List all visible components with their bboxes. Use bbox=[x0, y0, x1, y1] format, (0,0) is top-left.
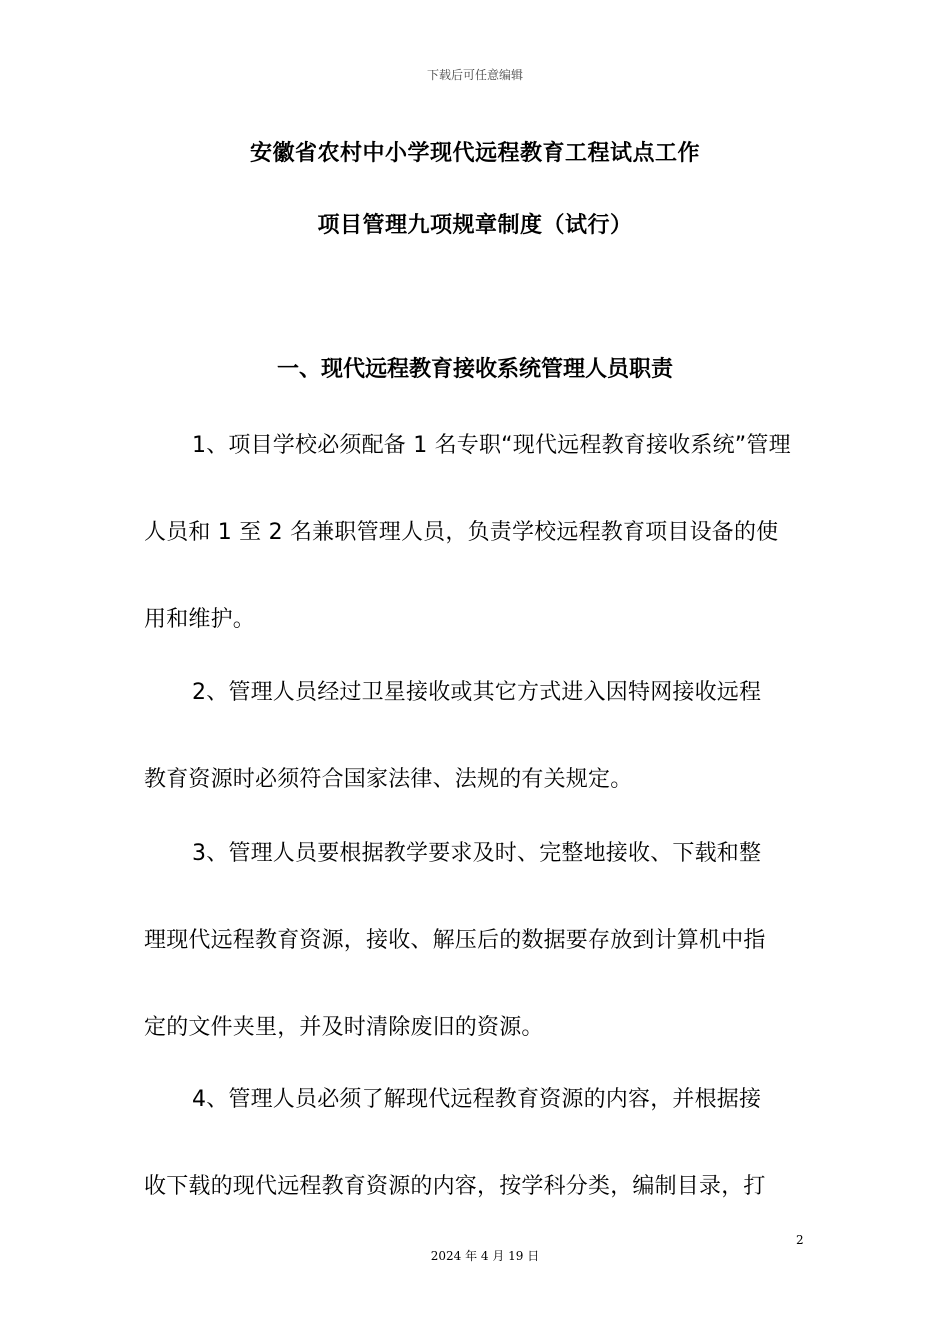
document-title-line-2: 项目管理九项规章制度（试行） bbox=[317, 213, 633, 238]
document-title-line-1: 安徽省农村中小学现代远程教育工程试点工作 bbox=[249, 141, 700, 166]
header-note: 下载后可任意编辑 bbox=[426, 68, 523, 82]
paragraph-1-line-3: 用和维护。 bbox=[144, 607, 256, 632]
paragraph-1-line-2: 人员和 1 至 2 名兼职管理人员，负责学校远程教育项目设备的使 bbox=[144, 520, 779, 545]
paragraph-3-line-1: 3、管理人员要根据教学要求及时、完整地接收、下载和整 bbox=[192, 841, 762, 866]
page-number: 2 bbox=[796, 1233, 804, 1247]
paragraph-3-line-2: 理现代远程教育资源，接收、解压后的数据要存放到计算机中指 bbox=[144, 928, 766, 953]
paragraph-2-line-2: 教育资源时必须符合国家法律、法规的有关规定。 bbox=[144, 767, 633, 792]
section-heading: 一、现代远程教育接收系统管理人员职责 bbox=[276, 357, 673, 382]
footer-date: 2024 年 4 月 19 日 bbox=[430, 1249, 540, 1263]
paragraph-4-line-2: 收下载的现代远程教育资源的内容，按学科分类，编制目录，打 bbox=[144, 1174, 766, 1199]
paragraph-2-line-1: 2、管理人员经过卫星接收或其它方式进入因特网接收远程 bbox=[192, 680, 762, 705]
paragraph-1-line-1: 1、项目学校必须配备 1 名专职“现代远程教育接收系统”管理 bbox=[192, 433, 791, 458]
paragraph-4-line-1: 4、管理人员必须了解现代远程教育资源的内容，并根据接 bbox=[192, 1087, 762, 1112]
paragraph-3-line-3: 定的文件夹里，并及时清除废旧的资源。 bbox=[144, 1015, 544, 1040]
